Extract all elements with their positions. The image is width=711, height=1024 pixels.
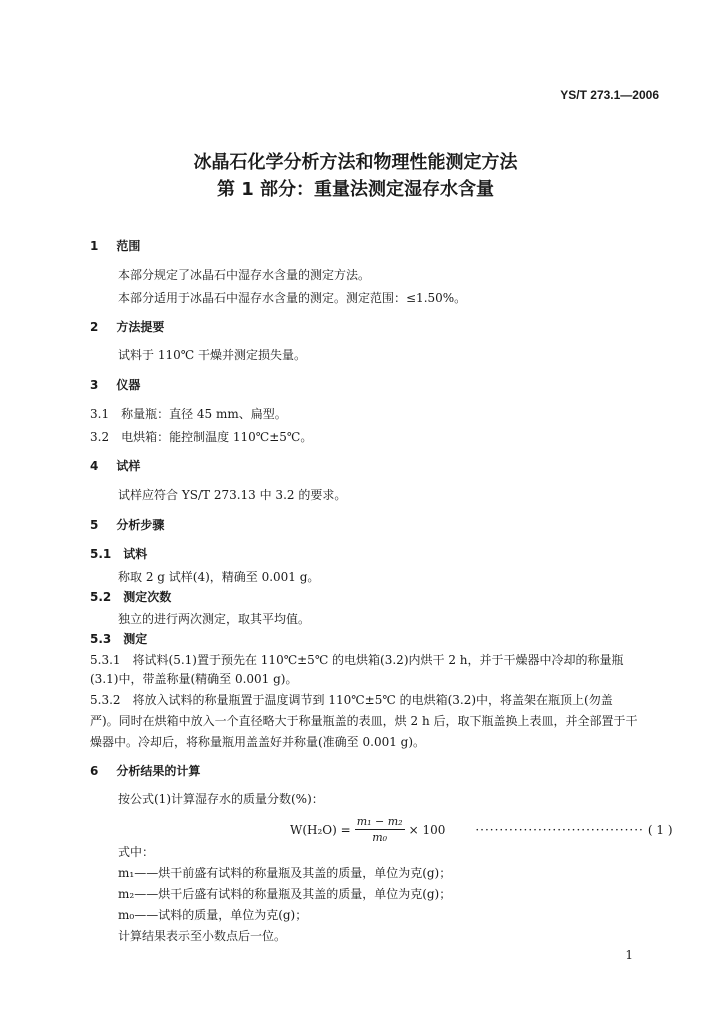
clause-5-3-2-line: 燥器中。冷却后，将称量瓶用盖盖好并称量(准确至 0.001 g)。 [90,735,426,749]
formula-1 [290,815,673,844]
formula-leader-dots: ··································· [475,822,644,837]
clause-title: 测定 [123,632,148,646]
section-title: 方法提要 [116,320,165,334]
formula-lhs: W(H₂O) = [290,822,351,837]
paragraph: 计算结果表示至小数点后一位。 [118,929,287,943]
paragraph: 独立的进行两次测定，取其平均值。 [118,612,311,626]
section-3-heading [90,376,140,393]
section-number: 2 [90,320,99,334]
paragraph: 本部分适用于冰晶石中湿存水含量的测定。测定范围：≤1.50%。 [118,291,467,305]
clause-3-1: 3.1 称量瓶：直径 45 mm、扁型。 [90,407,287,421]
section-6-heading [90,762,200,779]
section-title: 试样 [116,459,141,473]
paragraph: 按公式(1)计算湿存水的质量分数(%)： [118,792,324,806]
paragraph: 试样应符合 YS/T 273.13 中 3.2 的要求。 [118,488,347,502]
variable-definition: m₀——试料的质量，单位为克(g)； [118,908,308,922]
paragraph: 称取 2 g 试样(4)，精确至 0.001 g。 [118,570,320,584]
section-title: 范围 [116,239,141,253]
clause-title: 试料 [123,547,148,561]
clause-5-3-1-line: (3.1)中，带盖称量(精确至 0.001 g)。 [90,672,298,686]
section-1-heading [90,237,140,254]
standard-number: YS/T 273.1—2006 [560,88,659,102]
formula-denominator: m₀ [372,831,388,844]
section-number: 1 [90,239,99,253]
formula-numerator: m₁ − m₂ [356,815,403,828]
clause-5-3-heading [90,630,147,647]
section-5-heading [90,516,164,533]
clause-5-1-heading [90,545,147,562]
formula-rhs: × 100 [408,822,446,837]
section-title: 分析结果的计算 [116,764,201,778]
section-number: 6 [90,764,99,778]
clause-3-2: 3.2 电烘箱：能控制温度 110℃±5℃。 [90,430,313,444]
section-number: 5 [90,518,99,532]
section-2-heading [90,318,164,335]
section-title: 仪器 [116,378,141,392]
clause-5-3-1-line: 5.3.1 将试料(5.1)置于预先在 110℃±5℃ 的电烘箱(3.2)内烘干 2 h，并于干燥器中冷却的称量瓶 [90,653,624,667]
paragraph: 试料于 110℃ 干燥并测定损失量。 [118,348,306,362]
section-number: 3 [90,378,99,392]
paragraph: 本部分规定了冰晶石中湿存水含量的测定方法。 [118,268,371,282]
section-title: 分析步骤 [116,518,165,532]
section-number: 4 [90,459,99,473]
clause-number: 5.3 [90,632,112,646]
variable-definition: m₁——烘干前盛有试料的称量瓶及其盖的质量，单位为克(g)； [118,866,452,880]
clause-5-3-2-line: 严)。同时在烘箱中放入一个直径略大于称量瓶盖的表皿，烘 2 h 后，取下瓶盖换上表皿，并全部置于干 [90,714,638,728]
clause-5-3-2-line: 5.3.2 将放入试料的称量瓶置于温度调节到 110℃±5℃ 的电烘箱(3.2)中，将盖架在瓶顶上(勿盖 [90,693,613,707]
formula-fraction [355,815,405,844]
page-number: 1 [625,948,633,962]
variable-definition: m₂——烘干后盛有试料的称量瓶及其盖的质量，单位为克(g)； [118,887,452,901]
section-4-heading [90,457,140,474]
clause-number: 5.1 [90,547,112,561]
clause-number: 5.2 [90,590,112,604]
document-title: 冰晶石化学分析方法和物理性能测定方法 [193,152,518,173]
clause-5-2-heading [90,588,171,605]
clause-title: 测定次数 [123,590,172,604]
where-label: 式中： [118,845,155,859]
formula-number: ( 1 ) [647,822,673,837]
document-subtitle: 第 1 部分：重量法测定湿存水含量 [216,179,495,200]
